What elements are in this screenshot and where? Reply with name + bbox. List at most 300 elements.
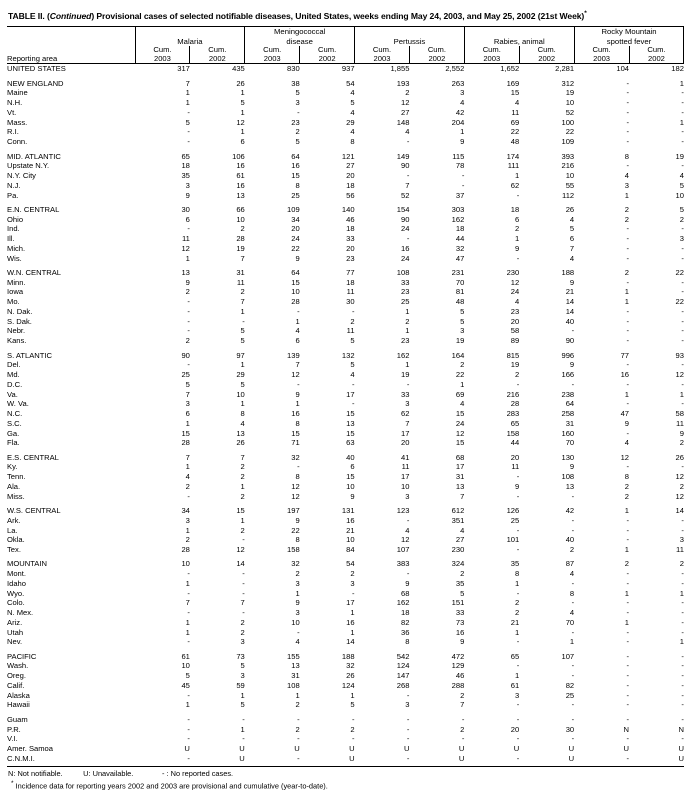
data-cell: - — [626, 637, 630, 647]
data-cell: - — [187, 360, 190, 370]
data-cell: 1 — [240, 515, 245, 525]
data-cell: 5 — [350, 700, 355, 710]
data-cell: U — [239, 753, 245, 763]
data-cell: 20 — [510, 724, 520, 734]
data-cell: 70 — [565, 438, 575, 448]
data-cell: 1 — [240, 127, 245, 137]
data-cell: - — [516, 472, 520, 482]
data-cell: 3 — [295, 98, 300, 108]
data-cell: - — [461, 734, 465, 744]
data-cell: - — [297, 107, 300, 117]
data-cell: - — [187, 588, 190, 598]
data-cell: 4 — [515, 297, 520, 307]
data-cell: 160 — [561, 428, 575, 438]
column-subheader — [355, 46, 410, 64]
data-cell: 5 — [240, 379, 245, 389]
data-cell: 62 — [510, 180, 520, 190]
data-cell: 123 — [396, 506, 410, 516]
table-row — [7, 492, 684, 502]
reporting-area-cell: Conn. — [7, 137, 28, 147]
data-cell: 2 — [295, 700, 300, 710]
table-row — [7, 108, 684, 118]
data-cell: 10 — [291, 287, 300, 297]
reporting-area-cell: C.N.M.I. — [7, 753, 35, 763]
data-cell: 40 — [565, 316, 575, 326]
data-cell: - — [352, 399, 355, 409]
data-cell: 2 — [569, 545, 575, 555]
data-cell: 9 — [295, 389, 300, 399]
column-subheader-line2: 2002 — [538, 53, 556, 63]
data-cell: - — [681, 316, 684, 326]
data-cell: 2 — [679, 481, 684, 491]
reporting-area-cell: Ind. — [7, 224, 20, 234]
data-cell: 4 — [240, 418, 245, 428]
data-cell: 9 — [679, 428, 684, 438]
table-row — [7, 409, 684, 419]
data-cell: 6 — [240, 137, 245, 147]
data-cell: 106 — [232, 151, 245, 161]
data-cell: 8 — [624, 151, 630, 161]
data-cell: 18 — [510, 204, 520, 214]
data-cell: 11 — [511, 107, 520, 117]
data-cell: 12 — [236, 117, 245, 127]
data-cell: 64 — [565, 399, 575, 409]
table-row — [7, 700, 684, 710]
data-cell: 89 — [510, 336, 520, 346]
data-cell: 1 — [185, 462, 190, 472]
data-cell: 12 — [401, 98, 410, 108]
data-cell: 5 — [185, 671, 190, 681]
data-cell: - — [461, 714, 465, 724]
data-cell: - — [626, 690, 630, 700]
data-cell: 2 — [460, 569, 465, 579]
data-cell: 169 — [506, 78, 520, 88]
column-group-header — [464, 27, 574, 46]
reporting-area-cell: Ohio — [7, 214, 24, 224]
data-cell: - — [516, 734, 520, 744]
data-cell: - — [242, 535, 245, 545]
data-cell: 5 — [240, 336, 245, 346]
reporting-area-cell: N. Mex. — [7, 608, 34, 618]
data-cell: 56 — [346, 190, 355, 200]
data-cell: - — [571, 598, 575, 608]
data-cell: 7 — [295, 360, 300, 370]
column-subheader-line2: 2003 — [483, 53, 501, 63]
table-row — [7, 98, 684, 108]
data-cell: - — [571, 661, 575, 671]
data-cell: - — [626, 753, 630, 763]
data-cell: 216 — [561, 161, 575, 171]
data-cell: 24 — [291, 234, 300, 244]
data-cell: 2 — [515, 224, 520, 234]
reporting-area-cell: N.J. — [7, 180, 21, 190]
data-cell: - — [516, 637, 520, 647]
data-cell: - — [626, 336, 630, 346]
data-cell: 1 — [624, 287, 630, 297]
data-cell: - — [406, 724, 410, 734]
data-cell: 11 — [346, 287, 355, 297]
reporting-area-cell: Tenn. — [7, 472, 26, 482]
data-cell: 44 — [455, 234, 465, 244]
data-cell: 231 — [451, 267, 465, 277]
reporting-area-cell: MID. ATLANTIC — [7, 151, 61, 161]
table-row — [7, 79, 684, 89]
data-cell: - — [297, 627, 300, 637]
data-cell: 54 — [346, 559, 355, 569]
data-cell: 3 — [185, 515, 190, 525]
data-cell: 84 — [346, 545, 355, 555]
data-cell: 230 — [451, 545, 465, 555]
data-cell: 472 — [451, 651, 465, 661]
data-cell: - — [187, 753, 190, 763]
data-cell: 15 — [455, 438, 465, 448]
data-cell: - — [406, 753, 410, 763]
data-cell: 193 — [396, 78, 410, 88]
data-cell: 48 — [455, 297, 465, 307]
table-row — [7, 526, 684, 536]
data-cell: - — [352, 734, 355, 744]
data-cell: 24 — [401, 253, 410, 263]
data-cell: 11 — [511, 462, 520, 472]
data-cell: 9 — [185, 277, 190, 287]
data-cell: - — [626, 671, 630, 681]
table-row — [7, 278, 684, 288]
table-row — [7, 380, 684, 390]
data-cell: 21 — [510, 617, 520, 627]
data-cell: - — [571, 671, 575, 681]
data-cell: U — [678, 744, 684, 754]
data-cell: 4 — [515, 98, 520, 108]
table-row — [7, 598, 684, 608]
data-cell: - — [187, 326, 190, 336]
data-cell: - — [516, 588, 520, 598]
data-cell: 124 — [341, 680, 355, 690]
data-cell: 2,552 — [445, 64, 465, 74]
data-cell: 19 — [675, 151, 684, 161]
data-cell: 268 — [396, 680, 410, 690]
data-cell: 31 — [455, 472, 465, 482]
data-cell: 6 — [185, 409, 190, 419]
data-cell: 70 — [565, 617, 575, 627]
data-cell: 1 — [240, 360, 245, 370]
data-cell: 16 — [401, 243, 410, 253]
column-subheader — [574, 46, 629, 64]
data-cell: 30 — [346, 297, 355, 307]
data-cell: 2 — [624, 204, 630, 214]
data-cell: 63 — [346, 438, 355, 448]
data-cell: 108 — [287, 680, 300, 690]
data-cell: 4 — [405, 525, 410, 535]
data-cell: 13 — [455, 481, 465, 491]
data-cell: 11 — [676, 418, 684, 428]
data-cell: - — [571, 734, 575, 744]
data-cell: 16 — [236, 161, 245, 171]
reporting-area-cell: Mont. — [7, 569, 26, 579]
data-cell: 12 — [510, 277, 520, 287]
data-cell: 124 — [396, 661, 410, 671]
data-cell: U — [184, 744, 190, 754]
data-cell: 1 — [515, 171, 520, 181]
data-cell: - — [297, 714, 300, 724]
column-subheader — [409, 46, 464, 64]
reporting-area-cell: MOUNTAIN — [7, 559, 47, 569]
data-cell: - — [571, 491, 575, 501]
data-cell: 140 — [341, 204, 355, 214]
data-cell: 1 — [624, 617, 630, 627]
data-cell: 3 — [240, 637, 245, 647]
data-cell: 109 — [561, 137, 575, 147]
column-subheader — [300, 46, 355, 64]
data-cell: 25 — [401, 297, 410, 307]
reporting-area-cell: Alaska — [7, 690, 30, 700]
data-cell: 12 — [236, 545, 245, 555]
table-row — [7, 545, 684, 555]
data-cell: 20 — [291, 224, 300, 234]
column-subheader — [629, 46, 684, 64]
data-cell: 937 — [341, 64, 355, 74]
data-cell: 1 — [295, 690, 300, 700]
data-cell: 11 — [236, 277, 245, 287]
data-cell: 20 — [401, 438, 410, 448]
data-cell: 7 — [185, 452, 190, 462]
data-cell: 23 — [401, 287, 410, 297]
data-cell: - — [187, 734, 190, 744]
reporting-area-cell: La. — [7, 525, 18, 535]
data-cell: 15 — [291, 171, 300, 181]
data-cell: 2 — [350, 316, 355, 326]
data-cell: - — [626, 107, 630, 117]
title-footnote-marker: * — [584, 10, 587, 17]
data-cell: 19 — [510, 360, 520, 370]
data-cell: - — [681, 137, 684, 147]
data-cell: 4 — [569, 253, 575, 263]
column-subheader — [135, 46, 190, 64]
data-cell: 20 — [510, 452, 520, 462]
data-cell: 1 — [240, 481, 245, 491]
table-bottom-border-cell — [7, 766, 684, 767]
table-row — [7, 691, 684, 701]
data-cell: - — [626, 462, 630, 472]
reporting-area-cell: R.I. — [7, 127, 19, 137]
data-cell: 12 — [291, 370, 300, 380]
reporting-area-cell: Hawaii — [7, 700, 30, 710]
table-row — [7, 681, 684, 691]
data-cell: 2 — [515, 370, 520, 380]
data-cell: 121 — [341, 151, 355, 161]
footnote-star-marker: * — [11, 780, 14, 788]
data-cell: 2 — [295, 724, 300, 734]
data-cell: 2 — [240, 462, 245, 472]
data-cell: - — [681, 578, 684, 588]
data-cell: - — [626, 161, 630, 171]
data-cell: - — [681, 88, 684, 98]
data-cell: - — [681, 277, 684, 287]
data-cell: 21 — [346, 525, 355, 535]
data-cell: 61 — [236, 171, 245, 181]
data-cell: - — [352, 379, 355, 389]
data-cell: 830 — [287, 64, 300, 74]
data-cell: - — [297, 379, 300, 389]
data-cell: 10 — [181, 559, 190, 569]
data-cell: - — [626, 88, 630, 98]
reporting-area-cell: S.C. — [7, 418, 22, 428]
data-cell: - — [681, 127, 684, 137]
data-cell: 7 — [185, 598, 190, 608]
data-cell: 3 — [405, 700, 410, 710]
reporting-area-cell: Mich. — [7, 243, 26, 253]
reporting-area-cell: E.N. CENTRAL — [7, 204, 60, 214]
data-cell: - — [681, 224, 684, 234]
data-cell: 16 — [291, 161, 300, 171]
table-row — [7, 234, 684, 244]
table-row — [7, 399, 684, 409]
table-row — [7, 734, 684, 744]
data-cell: - — [242, 734, 245, 744]
table-row — [7, 64, 684, 74]
data-cell: 9 — [185, 190, 190, 200]
data-cell: 1 — [185, 253, 190, 263]
data-cell: 5 — [350, 336, 355, 346]
data-cell: 188 — [561, 267, 575, 277]
data-cell: 383 — [396, 559, 410, 569]
data-cell: 351 — [451, 515, 465, 525]
data-cell: 5 — [185, 379, 190, 389]
data-cell: 8 — [624, 472, 630, 482]
data-cell: U — [568, 744, 575, 754]
data-cell: 11 — [346, 326, 355, 336]
data-cell: 4 — [295, 637, 300, 647]
data-cell: 25 — [291, 190, 300, 200]
data-cell: 42 — [455, 107, 465, 117]
table-row — [7, 268, 684, 278]
data-cell: 2 — [185, 336, 190, 346]
data-cell: 1 — [240, 690, 245, 700]
data-cell: 13 — [236, 428, 245, 438]
data-cell: 162 — [396, 350, 410, 360]
column-subheader — [519, 46, 574, 64]
data-cell: 35 — [181, 171, 190, 181]
reporting-area-cell: Minn. — [7, 277, 26, 287]
data-cell: 15 — [346, 409, 355, 419]
data-cell: - — [626, 515, 630, 525]
data-cell: 1,855 — [390, 64, 410, 74]
column-subheader — [464, 46, 519, 64]
data-cell: 1 — [185, 578, 190, 588]
data-cell: 5 — [295, 137, 300, 147]
data-cell: 158 — [287, 545, 300, 555]
data-cell: - — [516, 190, 520, 200]
data-cell: - — [626, 277, 630, 287]
data-cell: 9 — [515, 243, 520, 253]
data-cell: 8 — [295, 472, 300, 482]
data-cell: 27 — [401, 107, 410, 117]
data-cell: 2 — [350, 724, 355, 734]
data-cell: - — [461, 180, 465, 190]
data-cell: 54 — [346, 78, 355, 88]
data-cell: 164 — [451, 350, 465, 360]
table-row — [7, 244, 684, 254]
title-rest: ) Provisional cases of selected notifiable diseases, United States, weeks ending May 24, 2003, and May 25, 2002 (21st Week) — [91, 10, 585, 21]
data-cell: 230 — [506, 267, 520, 277]
table-row — [7, 254, 684, 264]
data-cell: 5 — [350, 98, 355, 108]
reporting-area-cell: Mass. — [7, 117, 28, 127]
reporting-area-cell: Ga. — [7, 428, 20, 438]
data-cell: 1 — [460, 127, 465, 137]
data-cell: - — [626, 734, 630, 744]
data-cell: - — [681, 253, 684, 263]
data-cell: - — [187, 714, 190, 724]
data-cell: - — [681, 627, 684, 637]
data-cell: 15 — [291, 277, 300, 287]
data-cell: 393 — [561, 151, 575, 161]
data-cell: - — [681, 360, 684, 370]
data-cell: 1 — [405, 326, 410, 336]
data-cell: 263 — [451, 78, 465, 88]
data-cell: 18 — [346, 180, 355, 190]
data-cell: 28 — [236, 234, 245, 244]
data-cell: 22 — [510, 127, 520, 137]
data-cell: 2 — [240, 525, 245, 535]
reporting-area-cell: S. Dak. — [7, 316, 32, 326]
column-group-label-line: Malaria — [177, 36, 203, 46]
data-cell: 1 — [624, 297, 630, 307]
data-cell: U — [568, 753, 575, 763]
table-row — [7, 360, 684, 370]
title-prefix: TABLE II. ( — [8, 10, 50, 21]
data-cell: 9 — [350, 491, 355, 501]
data-cell: 8 — [350, 137, 355, 147]
table-row — [7, 326, 684, 336]
data-cell: 312 — [561, 78, 575, 88]
table-row — [7, 297, 684, 307]
table-bottom-border — [7, 766, 684, 767]
data-cell: 4 — [350, 88, 355, 98]
data-cell: 2 — [240, 287, 245, 297]
data-cell: 58 — [510, 326, 520, 336]
data-cell: 36 — [401, 627, 410, 637]
table-row — [7, 317, 684, 327]
data-cell: 4 — [350, 107, 355, 117]
data-cell: 238 — [561, 389, 575, 399]
data-cell: 15 — [455, 409, 465, 419]
data-cell: 61 — [181, 651, 190, 661]
data-cell: 107 — [396, 545, 410, 555]
data-cell: - — [516, 491, 520, 501]
data-cell: - — [626, 578, 630, 588]
data-cell: 2 — [295, 127, 300, 137]
data-cell: 29 — [346, 117, 355, 127]
column-group-header — [574, 27, 684, 46]
data-cell: 197 — [287, 506, 300, 516]
data-cell: - — [681, 379, 684, 389]
data-cell: 13 — [291, 661, 300, 671]
table-row — [7, 161, 684, 171]
data-cell: 2 — [460, 724, 465, 734]
data-cell: - — [242, 714, 245, 724]
reporting-area-cell: Wash. — [7, 661, 29, 671]
data-cell: - — [681, 700, 684, 710]
data-cell: U — [239, 744, 245, 754]
data-cell: - — [626, 700, 630, 710]
data-cell: 2 — [295, 569, 300, 579]
reporting-area-cell: Utah — [7, 627, 24, 637]
data-cell: 155 — [287, 651, 300, 661]
data-cell: 90 — [565, 336, 575, 346]
data-cell: 15 — [181, 428, 190, 438]
data-cell: - — [681, 161, 684, 171]
data-cell: 10 — [565, 98, 575, 108]
